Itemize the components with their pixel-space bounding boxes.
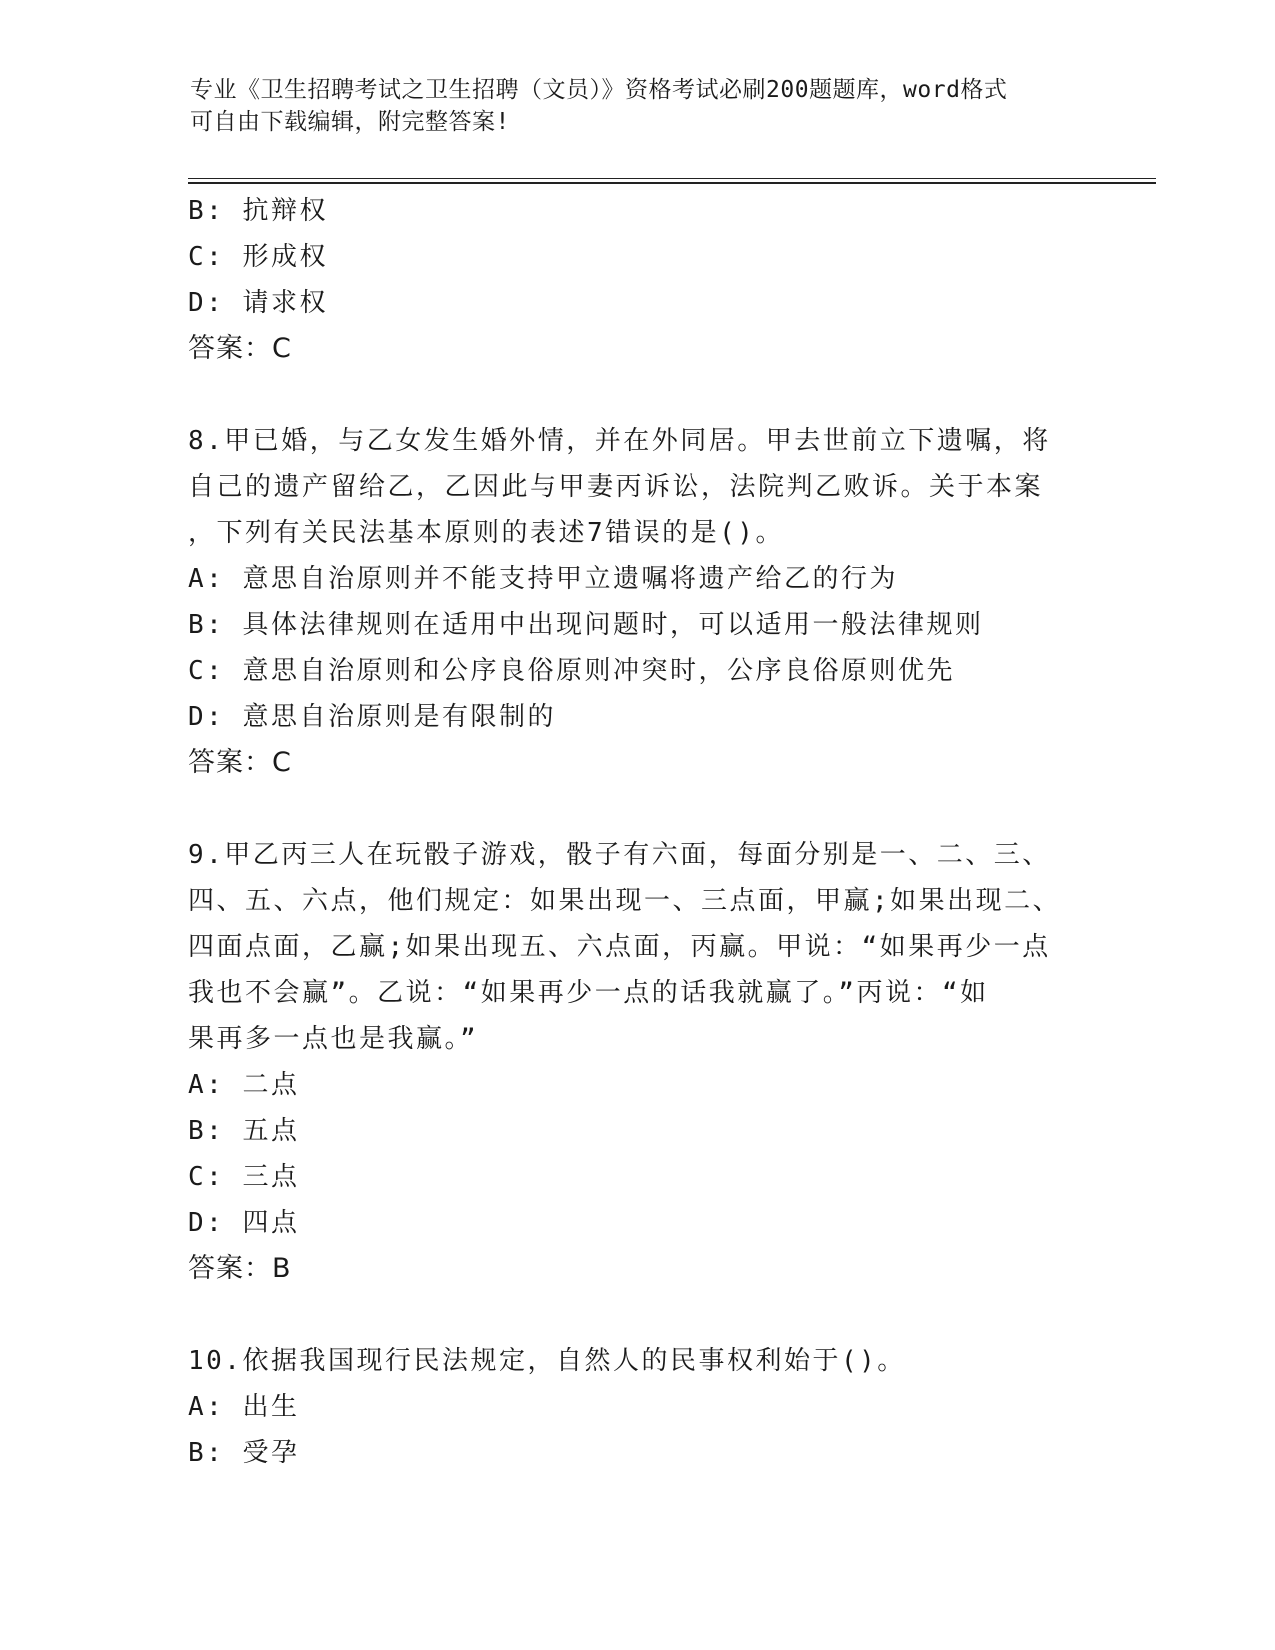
option-a: A: 二点: [188, 1070, 300, 1100]
header-divider-thick: [188, 182, 1156, 184]
question-9: [188, 832, 1088, 1292]
page-header: [190, 74, 1090, 138]
answer-line: 答案：C: [188, 747, 292, 778]
answer-line: 答案：B: [188, 1253, 292, 1284]
question-stem-line: 我也不会赢”。乙说：“如果再少一点的话我就赢了。”丙说：“如: [188, 978, 989, 1008]
question-stem-line: 9.甲乙丙三人在玩骰子游戏，骰子有六面，每面分别是一、二、三、: [188, 840, 1051, 870]
question-8: [188, 418, 1088, 786]
option-c: C: 形成权: [188, 242, 328, 272]
option-c: C: 三点: [188, 1162, 300, 1192]
option-d: D: 意思自治原则是有限制的: [188, 702, 556, 732]
spacer: [188, 372, 1088, 418]
option-a: A: 意思自治原则并不能支持甲立遗嘱将遗产给乙的行为: [188, 564, 898, 594]
question-7: [188, 188, 1088, 372]
option-a: A: 出生: [188, 1392, 300, 1422]
spacer: [188, 1292, 1088, 1338]
question-stem-line: 四、五、六点，他们规定：如果出现一、三点面，甲赢;如果出现二、: [188, 886, 1062, 916]
question-list: [188, 188, 1088, 1476]
question-stem-line: 8.甲已婚，与乙女发生婚外情，并在外同居。甲去世前立下遗嘱，将: [188, 426, 1051, 456]
option-c: C: 意思自治原则和公序良俗原则冲突时，公序良俗原则优先: [188, 656, 955, 686]
header-line-2: 可自由下载编辑，附完整答案!: [190, 109, 510, 135]
question-stem-line: ，下列有关民法基本原则的表述7错误的是()。: [188, 518, 784, 548]
question-10: [188, 1338, 1088, 1476]
question-stem-line: 自己的遗产留给乙，乙因此与甲妻丙诉讼，法院判乙败诉。关于本案: [188, 472, 1044, 502]
option-b: B: 具体法律规则在适用中出现问题时，可以适用一般法律规则: [188, 610, 984, 640]
answer-line: 答案：C: [188, 333, 292, 364]
option-b: B: 抗辩权: [188, 196, 328, 226]
question-stem-line: 10.依据我国现行民法规定，自然人的民事权利始于()。: [188, 1346, 906, 1376]
option-b: B: 受孕: [188, 1438, 300, 1468]
question-stem-line: 四面点面，乙赢;如果出现五、六点面，丙赢。甲说：“如果再少一点: [188, 932, 1051, 962]
option-d: D: 四点: [188, 1208, 300, 1238]
option-d: D: 请求权: [188, 288, 328, 318]
spacer: [188, 786, 1088, 832]
header-line-1: 专业《卫生招聘考试之卫生招聘（文员）》资格考试必刷200题题库，word格式: [190, 77, 1008, 103]
question-stem-line: 果再多一点也是我赢。”: [188, 1024, 479, 1054]
option-b: B: 五点: [188, 1116, 300, 1146]
header-divider-thin: [188, 178, 1156, 179]
